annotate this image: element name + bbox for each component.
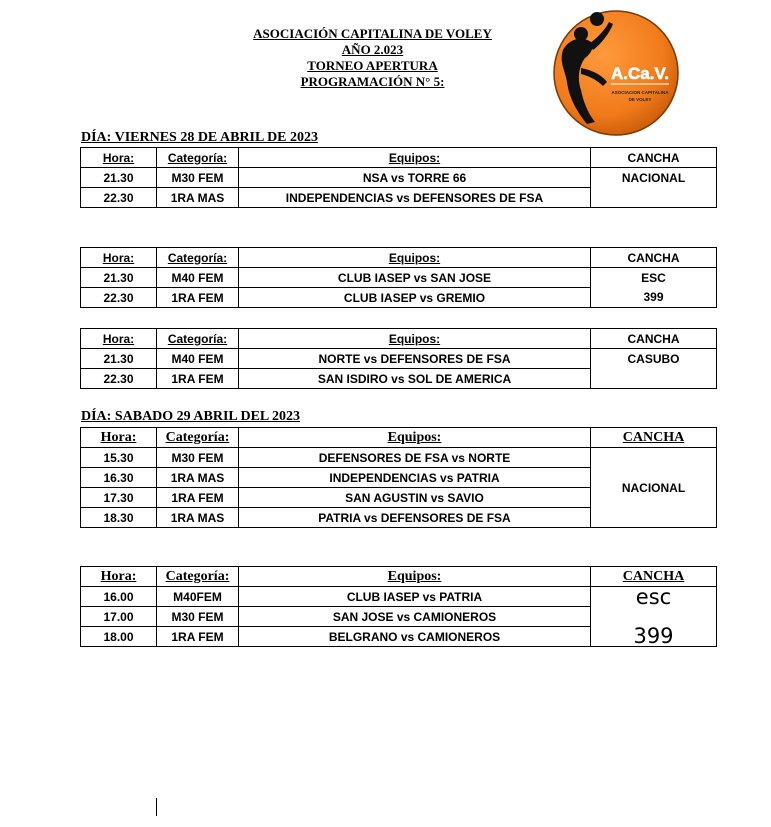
- cell-categoria: 1RA MAS: [157, 188, 239, 208]
- cell-equipos: SAN ISDIRO vs SOL DE AMERICA: [239, 369, 591, 389]
- table-row: [81, 268, 717, 288]
- table-header-row: [81, 148, 717, 168]
- col-hora: Hora:: [81, 329, 157, 349]
- cell-hora: 15.30: [81, 448, 157, 468]
- col-equipos: Equipos:: [239, 148, 591, 168]
- col-cancha: CANCHA: [591, 428, 717, 448]
- year-title: AÑO 2.023: [341, 42, 404, 57]
- cell-categoria: M40 FEM: [157, 268, 239, 288]
- col-cancha: CANCHA: [591, 248, 717, 268]
- cell-hora: 21.30: [81, 349, 157, 369]
- col-cancha: CANCHA: [591, 148, 717, 168]
- cell-equipos: INDEPENDENCIAS vs PATRIA: [239, 468, 591, 488]
- cell-cancha: NACIONAL: [591, 168, 717, 188]
- text-cursor: [156, 798, 157, 816]
- cell-categoria: M40 FEM: [157, 349, 239, 369]
- cell-equipos: CLUB IASEP vs PATRIA: [239, 587, 591, 607]
- table-header-row: [81, 567, 717, 587]
- cell-hora: 22.30: [81, 369, 157, 389]
- cell-cancha-empty: [591, 188, 717, 208]
- table-row: [81, 349, 717, 369]
- logo-subtext-2: DE VOLEY: [628, 97, 652, 102]
- col-equipos: Equipos:: [239, 428, 591, 448]
- cell-equipos: CLUB IASEP vs SAN JOSE: [239, 268, 591, 288]
- col-hora: Hora:: [81, 567, 157, 587]
- table-row: [81, 448, 717, 468]
- document-header: [200, 26, 545, 90]
- cell-equipos: PATRIA vs DEFENSORES DE FSA: [239, 508, 591, 528]
- cell-hora: 22.30: [81, 288, 157, 308]
- table-header-row: [81, 248, 717, 268]
- table-row: [81, 188, 717, 208]
- cell-categoria: 1RA MAS: [157, 508, 239, 528]
- cell-cancha: NACIONAL: [591, 448, 717, 528]
- cell-hora: 18.30: [81, 508, 157, 528]
- col-categoria: Categoría:: [157, 567, 239, 587]
- cell-categoria: 1RA FEM: [157, 369, 239, 389]
- col-hora: Hora:: [81, 428, 157, 448]
- cell-categoria: 1RA FEM: [157, 488, 239, 508]
- schedule-table-esc399-friday: [80, 247, 717, 308]
- day-title-saturday: DÍA: SABADO 29 ABRIL DEL 2023: [81, 409, 300, 424]
- cell-equipos: NSA vs TORRE 66: [239, 168, 591, 188]
- schedule-table-nacional-friday: [80, 147, 717, 208]
- cell-hora: 21.30: [81, 268, 157, 288]
- col-equipos: Equipos:: [239, 248, 591, 268]
- cell-categoria: 1RA FEM: [157, 288, 239, 308]
- cell-cancha: CASUBO: [591, 349, 717, 369]
- cell-cancha-handwritten-line1: esc: [591, 587, 717, 607]
- table-row: [81, 288, 717, 308]
- programming-title: PROGRAMACIÓN N° 5:: [300, 74, 445, 89]
- tournament-title: TORNEO APERTURA: [307, 58, 438, 73]
- schedule-table-esc399-saturday: [80, 566, 717, 647]
- cell-hora: 18.00: [81, 627, 157, 647]
- cell-hora: 17.00: [81, 607, 157, 627]
- cell-equipos: INDEPENDENCIAS vs DEFENSORES DE FSA: [239, 188, 591, 208]
- association-title: ASOCIACIÓN CAPITALINA DE VOLEY: [253, 26, 492, 41]
- col-categoria: Categoría:: [157, 248, 239, 268]
- cell-cancha-line1: ESC: [591, 268, 717, 288]
- cell-cancha-handwritten-line2: 399: [591, 607, 717, 647]
- cell-equipos: NORTE vs DEFENSORES DE FSA: [239, 349, 591, 369]
- cell-hora: 16.30: [81, 468, 157, 488]
- cell-equipos: SAN JOSE vs CAMIONEROS: [239, 607, 591, 627]
- logo-text: A.Ca.V.: [611, 64, 669, 83]
- col-categoria: Categoría:: [157, 329, 239, 349]
- cell-cancha-line2: 399: [591, 288, 717, 308]
- cell-categoria: 1RA MAS: [157, 468, 239, 488]
- cell-categoria: M30 FEM: [157, 168, 239, 188]
- table-row: [81, 607, 717, 627]
- cell-categoria: 1RA FEM: [157, 627, 239, 647]
- table-row: [81, 369, 717, 389]
- logo-subtext-1: ASOCIACION CAPITALINA: [611, 90, 669, 95]
- cell-equipos: BELGRANO vs CAMIONEROS: [239, 627, 591, 647]
- table-row: [81, 168, 717, 188]
- col-equipos: Equipos:: [239, 567, 591, 587]
- cell-hora: 22.30: [81, 188, 157, 208]
- acav-logo: [551, 8, 682, 138]
- col-cancha: CANCHA: [591, 329, 717, 349]
- table-row: [81, 587, 717, 607]
- cell-categoria: M40FEM: [157, 587, 239, 607]
- table-header-row: [81, 428, 717, 448]
- day-title-friday: DÍA: VIERNES 28 DE ABRIL DE 2023: [81, 130, 319, 145]
- schedule-table-casubo-friday: [80, 328, 717, 389]
- col-categoria: Categoría:: [157, 148, 239, 168]
- cell-cancha-empty: [591, 369, 717, 389]
- cell-hora: 16.00: [81, 587, 157, 607]
- cell-equipos: DEFENSORES DE FSA vs NORTE: [239, 448, 591, 468]
- cell-equipos: SAN AGUSTIN vs SAVIO: [239, 488, 591, 508]
- cell-categoria: M30 FEM: [157, 448, 239, 468]
- cell-hora: 21.30: [81, 168, 157, 188]
- col-categoria: Categoría:: [157, 428, 239, 448]
- col-equipos: Equipos:: [239, 329, 591, 349]
- col-hora: Hora:: [81, 148, 157, 168]
- col-cancha: CANCHA: [591, 567, 717, 587]
- cell-hora: 17.30: [81, 488, 157, 508]
- cell-categoria: M30 FEM: [157, 607, 239, 627]
- schedule-table-nacional-saturday: [80, 427, 717, 528]
- cell-equipos: CLUB IASEP vs GREMIO: [239, 288, 591, 308]
- col-hora: Hora:: [81, 248, 157, 268]
- table-header-row: [81, 329, 717, 349]
